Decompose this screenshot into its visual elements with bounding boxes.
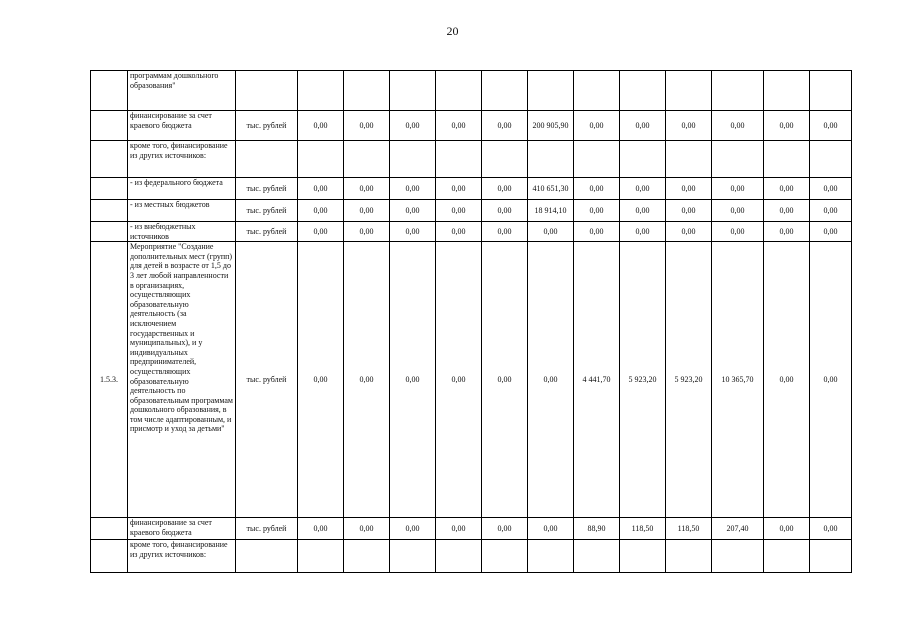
value-cell: 0,00	[390, 178, 436, 200]
row-code-cell	[91, 71, 128, 111]
value-cell	[764, 540, 810, 573]
value-cell: 0,00	[482, 222, 528, 242]
table-row	[91, 111, 852, 141]
value-cell	[482, 141, 528, 178]
row-code-cell	[91, 141, 128, 178]
value-cell	[390, 540, 436, 573]
value-cell: 0,00	[764, 178, 810, 200]
value-cell	[620, 540, 666, 573]
value-cell	[620, 71, 666, 111]
value-cell: 0,00	[810, 242, 852, 518]
value-cell: 0,00	[574, 111, 620, 141]
value-cell: 0,00	[810, 200, 852, 222]
row-code-cell	[91, 111, 128, 141]
value-cell	[810, 71, 852, 111]
value-cell: 0,00	[666, 178, 712, 200]
value-cell: 0,00	[344, 111, 390, 141]
value-cell: 0,00	[436, 111, 482, 141]
row-unit-cell	[236, 540, 298, 573]
value-cell: 0,00	[810, 111, 852, 141]
value-cell: 0,00	[298, 242, 344, 518]
value-cell: 0,00	[344, 222, 390, 242]
value-cell	[528, 71, 574, 111]
value-cell: 0,00	[528, 242, 574, 518]
value-cell: 0,00	[344, 178, 390, 200]
value-cell: 0,00	[764, 200, 810, 222]
value-cell: 410 651,30	[528, 178, 574, 200]
value-cell	[390, 71, 436, 111]
value-cell: 0,00	[482, 178, 528, 200]
row-description-cell: - из внебюджетных источников	[128, 222, 236, 242]
row-description-cell: финансирование за счет краевого бюджета	[128, 518, 236, 540]
row-code-cell: 1.5.3.	[91, 242, 128, 518]
value-cell	[298, 141, 344, 178]
value-cell	[298, 540, 344, 573]
value-cell: 0,00	[482, 242, 528, 518]
row-code-cell	[91, 178, 128, 200]
value-cell	[528, 540, 574, 573]
value-cell	[712, 540, 764, 573]
value-cell	[666, 71, 712, 111]
value-cell: 0,00	[436, 222, 482, 242]
value-cell: 0,00	[344, 518, 390, 540]
table-row	[91, 222, 852, 242]
value-cell: 0,00	[344, 200, 390, 222]
value-cell: 0,00	[666, 111, 712, 141]
value-cell: 0,00	[298, 111, 344, 141]
value-cell: 200 905,90	[528, 111, 574, 141]
value-cell: 18 914,10	[528, 200, 574, 222]
value-cell: 0,00	[712, 111, 764, 141]
row-code-cell	[91, 200, 128, 222]
value-cell: 0,00	[620, 200, 666, 222]
row-unit-cell: тыс. рублей	[236, 111, 298, 141]
row-code-cell	[91, 222, 128, 242]
table-row	[91, 71, 852, 111]
value-cell: 207,40	[712, 518, 764, 540]
value-cell	[344, 141, 390, 178]
value-cell: 0,00	[620, 222, 666, 242]
value-cell	[810, 540, 852, 573]
value-cell: 0,00	[344, 242, 390, 518]
value-cell	[810, 141, 852, 178]
value-cell: 0,00	[810, 222, 852, 242]
value-cell	[528, 141, 574, 178]
value-cell	[712, 141, 764, 178]
value-cell	[344, 540, 390, 573]
table-row	[91, 242, 852, 518]
row-description-cell: - из местных бюджетов	[128, 200, 236, 222]
value-cell	[436, 71, 482, 111]
value-cell	[436, 540, 482, 573]
row-unit-cell: тыс. рублей	[236, 518, 298, 540]
row-description-cell: кроме того, финансирование из других источников:	[128, 141, 236, 178]
value-cell: 0,00	[712, 222, 764, 242]
value-cell: 10 365,70	[712, 242, 764, 518]
value-cell: 5 923,20	[666, 242, 712, 518]
row-unit-cell: тыс. рублей	[236, 222, 298, 242]
table-body	[91, 71, 852, 573]
row-unit-cell: тыс. рублей	[236, 200, 298, 222]
value-cell: 0,00	[390, 518, 436, 540]
value-cell	[574, 540, 620, 573]
row-code-cell	[91, 540, 128, 573]
value-cell: 4 441,70	[574, 242, 620, 518]
value-cell	[666, 141, 712, 178]
value-cell: 0,00	[298, 518, 344, 540]
row-description-cell: - из федерального бюджета	[128, 178, 236, 200]
value-cell: 0,00	[298, 178, 344, 200]
value-cell	[436, 141, 482, 178]
row-description-cell: Мероприятие "Создание дополнительных мест (групп) для детей в возрасте от 1,5 до 3 лет любой направленности в организациях, осуществляющих образовательную деятельность (за исключением государственных и муниципальных), и у индивидуальных предпринимателей, осуществляющих образовательную деятельность по образовательным программам дошкольного образования, в том числе адаптированным, и присмотр и уход за детьми"	[128, 242, 236, 518]
value-cell	[764, 141, 810, 178]
value-cell: 0,00	[620, 111, 666, 141]
value-cell: 88,90	[574, 518, 620, 540]
value-cell: 0,00	[574, 200, 620, 222]
table-row	[91, 141, 852, 178]
row-unit-cell	[236, 141, 298, 178]
row-description-cell: кроме того, финансирование из других источников:	[128, 540, 236, 573]
value-cell: 0,00	[390, 200, 436, 222]
value-cell: 0,00	[574, 178, 620, 200]
value-cell: 0,00	[764, 222, 810, 242]
value-cell: 0,00	[528, 222, 574, 242]
value-cell: 0,00	[298, 200, 344, 222]
value-cell	[764, 71, 810, 111]
row-code-cell	[91, 518, 128, 540]
value-cell: 118,50	[666, 518, 712, 540]
value-cell: 0,00	[390, 242, 436, 518]
row-unit-cell: тыс. рублей	[236, 242, 298, 518]
value-cell: 0,00	[764, 518, 810, 540]
value-cell: 118,50	[620, 518, 666, 540]
value-cell	[620, 141, 666, 178]
value-cell	[390, 141, 436, 178]
value-cell	[298, 71, 344, 111]
value-cell: 0,00	[712, 178, 764, 200]
table-row	[91, 540, 852, 573]
value-cell: 0,00	[482, 111, 528, 141]
value-cell	[712, 71, 764, 111]
value-cell: 0,00	[810, 178, 852, 200]
table-row	[91, 518, 852, 540]
value-cell: 0,00	[482, 200, 528, 222]
value-cell: 0,00	[436, 178, 482, 200]
value-cell: 0,00	[390, 222, 436, 242]
value-cell: 5 923,20	[620, 242, 666, 518]
value-cell: 0,00	[666, 200, 712, 222]
row-unit-cell	[236, 71, 298, 111]
value-cell: 0,00	[482, 518, 528, 540]
value-cell: 0,00	[810, 518, 852, 540]
value-cell: 0,00	[436, 518, 482, 540]
value-cell: 0,00	[574, 222, 620, 242]
budget-table	[90, 70, 852, 573]
row-description-cell: финансирование за счет краевого бюджета	[128, 111, 236, 141]
value-cell: 0,00	[712, 200, 764, 222]
value-cell: 0,00	[528, 518, 574, 540]
row-description-cell: программам дошкольного образования"	[128, 71, 236, 111]
row-unit-cell: тыс. рублей	[236, 178, 298, 200]
value-cell	[482, 540, 528, 573]
value-cell: 0,00	[436, 242, 482, 518]
value-cell: 0,00	[764, 242, 810, 518]
page-number: 20	[446, 24, 459, 38]
value-cell: 0,00	[298, 222, 344, 242]
table-row	[91, 200, 852, 222]
value-cell	[666, 540, 712, 573]
value-cell: 0,00	[390, 111, 436, 141]
table-row	[91, 178, 852, 200]
value-cell	[574, 141, 620, 178]
value-cell: 0,00	[666, 222, 712, 242]
value-cell	[344, 71, 390, 111]
value-cell: 0,00	[764, 111, 810, 141]
value-cell	[482, 71, 528, 111]
value-cell: 0,00	[436, 200, 482, 222]
value-cell	[574, 71, 620, 111]
value-cell: 0,00	[620, 178, 666, 200]
